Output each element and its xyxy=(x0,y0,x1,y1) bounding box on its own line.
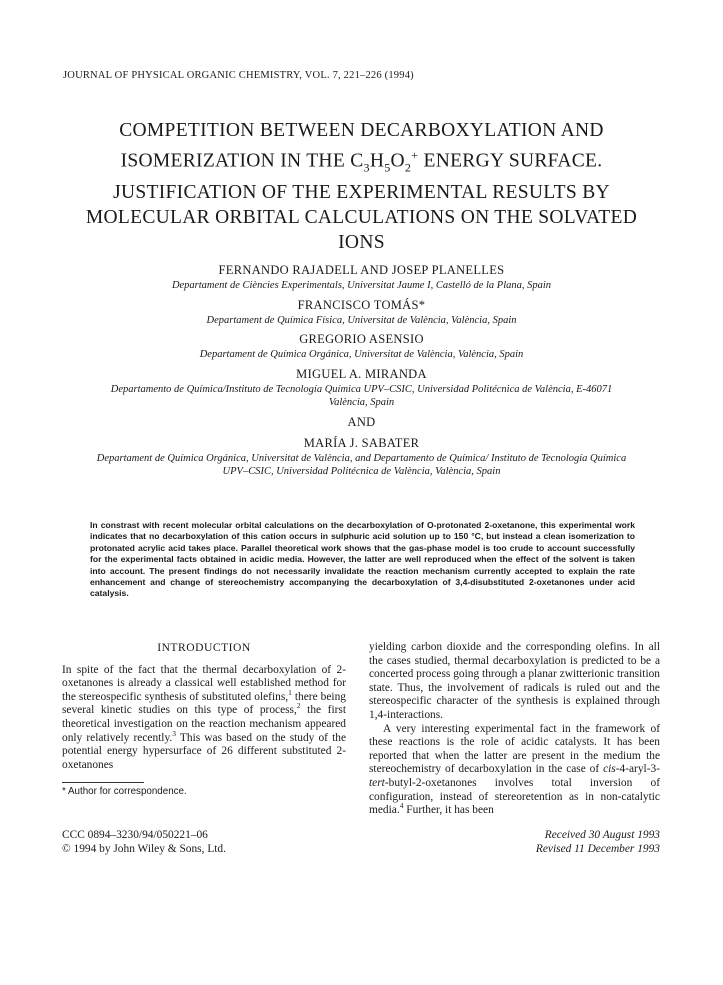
author-name: FERNANDO RAJADELL AND JOSEP PLANELLES xyxy=(218,263,505,277)
title-line: ISOMERIZATION IN THE $C_3H_5O_2^+$ ENERGY SURFACE. xyxy=(120,148,603,175)
revised-date: Revised 11 December 1993 xyxy=(535,843,660,855)
citation-ref: 2 xyxy=(296,701,301,711)
citation-ref: 3 xyxy=(172,728,177,738)
journal-header: JOURNAL OF PHYSICAL ORGANIC CHEMISTRY, VOL. 7, 221–226 (1994) xyxy=(63,70,414,81)
title-line: IONS xyxy=(338,232,385,254)
author-conjunction: AND xyxy=(347,414,376,429)
author-affiliation: Departamento de Química/Instituto de Tecnología Química UPV–CSIC, Universidad Politécnica de València, E-46071 xyxy=(110,383,613,395)
article-title xyxy=(30,118,693,255)
footnote-divider xyxy=(62,782,144,783)
section-heading: INTRODUCTION xyxy=(157,641,251,654)
author-affiliation: Departament de Ciències Experimentals, Universitat Jaume I, Castelló de la Plana, Spain xyxy=(171,280,552,291)
received-dates xyxy=(536,828,660,856)
column-right xyxy=(369,641,660,818)
copyright-line: © 1994 by John Wiley & Sons, Ltd. xyxy=(62,843,226,855)
author-affiliation: València, Spain xyxy=(328,397,395,408)
author-name: FRANCISCO TOMÁS* xyxy=(297,297,426,312)
citation-ref: 4 xyxy=(399,801,404,811)
title-line: MOLECULAR ORBITAL CALCULATIONS ON THE SOLVATED xyxy=(85,207,638,229)
author-affiliation: Departament de Química Orgánica, Universitat de València, and Departamento de Química/ Instituto de Tecnología Química xyxy=(96,452,627,464)
author-list xyxy=(25,258,698,479)
paragraph: A very interesting experimental fact in the framework of these reactions is the role of acidic catalysts. It has been reported that when the latter are present in the medium the stereochemistry of decarboxylation in the case of cis-4-aryl-3-tert-butyl-2-oxetanones involves total inversion of configuration, instead of stereoretention as in non-catalytic media.$^4$ Further, it has been xyxy=(369,722,660,817)
received-date: Received 30 August 1993 xyxy=(544,829,660,841)
title-line: COMPETITION BETWEEN DECARBOXYLATION AND xyxy=(119,120,604,141)
author-affiliation: Departament de Química Física, Universitat de València, València, Spain xyxy=(206,314,517,326)
paragraph: In spite of the fact that the thermal decarboxylation of 2-oxetanones is already a classical well established method for the stereospecific synthesis of substituted olefins,$^1$ there being several kinetic studies on this type of process,$^2$ the first theoretical investigation on the reaction mechanism appeared only relatively recently.$^3$ This was based on the study of the potential energy hypersurface of 26 different substituted 2-oxetanones xyxy=(62,663,347,771)
author-name: MARÍA J. SABATER xyxy=(303,435,420,450)
citation-ref: 1 xyxy=(288,687,292,697)
ccc-code: CCC 0894–3230/94/050221–06 xyxy=(62,829,208,841)
author-affiliation: Departament de Química Orgánica, Universitat de València, València, Spain xyxy=(199,349,524,360)
author-name: GREGORIO ASENSIO xyxy=(299,332,424,346)
column-left xyxy=(62,641,346,772)
abstract: In constrast with recent molecular orbital calculations on the decarboxylation of O-protonated 2-oxetanone, this experimental work indicates that no decarboxylation of this cation occurs in sulphuric acid solution up to 150 °C, but instead a clean isomerization to protonated acrylic acid takes place. Parallel theoretical work shows that the gas-phase model is too crude to account successfully for the experimental facts obtained in acidic media. However, the latter are well reproduced when the effect of the solvent is taken into account. The present findings do not necessarily invalidate the reaction mechanism currently accepted to explain the rate enhancement and change of stereochemistry accompanying the decarboxylation of 3,4-disubstituted 2-oxetanones under acid catalysis. xyxy=(90,520,635,599)
paragraph: yielding carbon dioxide and the corresponding olefins. In all the cases studied, thermal decarboxylation is predicted to be a concerted process going through a planar zwitterionic transition state. Thus, the involvement of radicals is ruled out and the stereospecific character of the synthesis is explained through 1,4-interactions. xyxy=(369,641,660,721)
copyright-block xyxy=(62,828,226,856)
title-line: JUSTIFICATION OF THE EXPERIMENTAL RESULTS BY xyxy=(113,182,610,204)
author-affiliation: UPV–CSIC, Universidad Politécnica de València, València, Spain xyxy=(222,466,501,477)
author-name: MIGUEL A. MIRANDA xyxy=(296,366,427,381)
footnote: * Author for correspondence. xyxy=(62,786,187,797)
